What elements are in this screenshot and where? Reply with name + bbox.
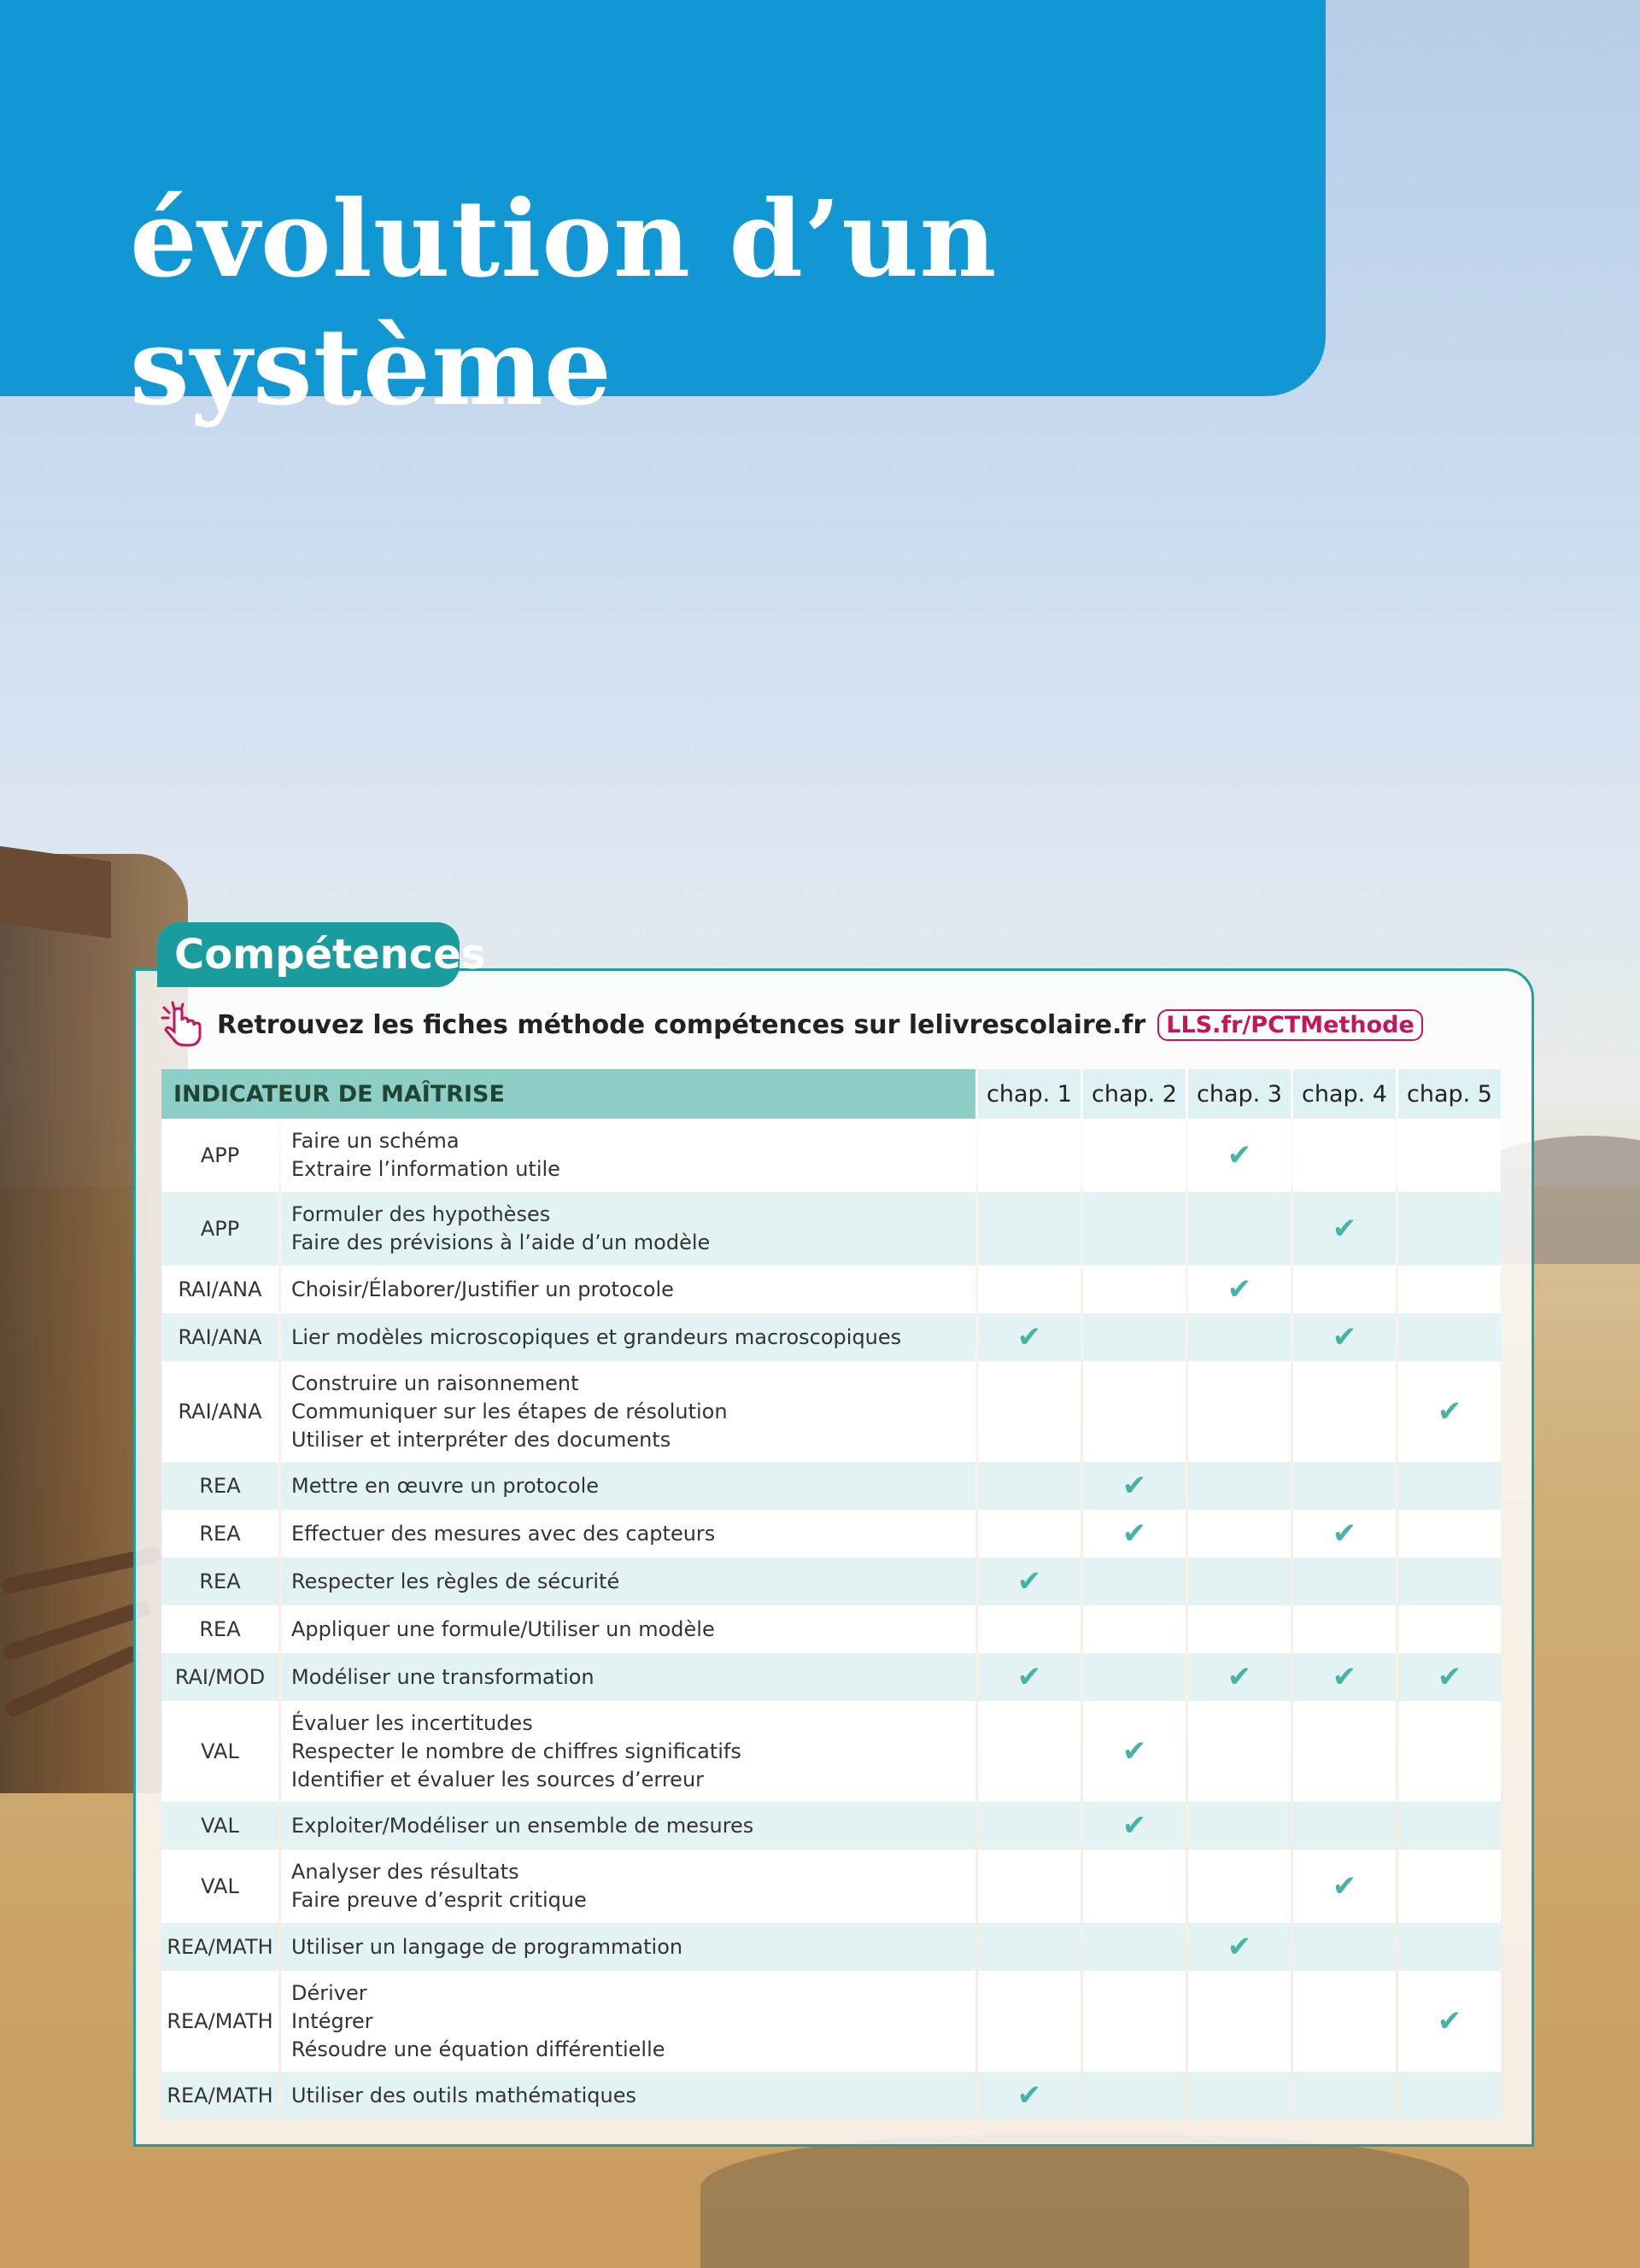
chap-1-cell xyxy=(978,1802,1081,1850)
chap-5-cell xyxy=(1398,1361,1501,1462)
check-icon: ✔ xyxy=(1332,1869,1357,1903)
competence-label xyxy=(281,1192,975,1266)
competence-label-line: Analyser des résultats xyxy=(291,1860,519,1884)
competence-code: VAL xyxy=(201,1814,239,1838)
competence-code: APP xyxy=(200,1217,240,1241)
competence-label xyxy=(281,1119,975,1192)
chap-3-cell xyxy=(1188,1971,1291,2072)
chap-2-cell xyxy=(1083,1923,1186,1971)
chap-2-cell xyxy=(1083,1701,1186,1802)
chap-2-cell xyxy=(1083,1605,1186,1653)
chap-2-cell xyxy=(1083,1192,1186,1266)
check-icon: ✔ xyxy=(1227,1930,1252,1964)
competence-label-line: Dériver xyxy=(291,1980,367,2005)
background-locomotive-roof xyxy=(0,846,111,938)
competence-code: REA xyxy=(199,1522,241,1546)
chap-5-cell xyxy=(1398,1850,1501,1923)
chap-1-cell xyxy=(978,1558,1081,1605)
chap-5-cell xyxy=(1398,1510,1501,1558)
competence-label xyxy=(281,1923,975,1971)
header-chap-3: chap. 3 xyxy=(1188,1069,1291,1119)
chap-2-cell xyxy=(1083,1361,1186,1462)
chap-4-cell xyxy=(1293,1923,1396,1971)
chap-2-cell xyxy=(1083,1119,1186,1192)
header-chap-2: chap. 2 xyxy=(1083,1069,1186,1119)
chap-5-cell xyxy=(1398,1313,1501,1361)
competence-code: APP xyxy=(200,1143,240,1167)
chap-1-cell xyxy=(978,1701,1081,1802)
check-icon: ✔ xyxy=(1227,1138,1252,1172)
chap-3-cell xyxy=(1188,1701,1291,1802)
chap-3-cell xyxy=(1188,1192,1291,1266)
competences-tab: Compétences xyxy=(157,922,460,987)
chap-4-cell xyxy=(1293,1850,1396,1923)
competence-code: RAI/MOD xyxy=(174,1665,266,1689)
competence-label-line: Respecter le nombre de chiffres significatifs xyxy=(291,1739,741,1763)
check-icon: ✔ xyxy=(1437,2004,1462,2038)
check-icon: ✔ xyxy=(1332,1320,1357,1354)
table-row xyxy=(161,1850,1501,1923)
table-row xyxy=(161,1266,1501,1313)
chap-1-cell xyxy=(978,1653,1081,1701)
competence-code: REA/MATH xyxy=(167,2084,273,2107)
check-icon: ✔ xyxy=(1016,1660,1042,1694)
chap-3-cell xyxy=(1188,1361,1291,1462)
page-title: évolution d’un système xyxy=(130,178,998,430)
chap-3-cell xyxy=(1188,1266,1291,1313)
competence-label-line: Extraire l’information utile xyxy=(291,1157,560,1181)
chap-4-cell xyxy=(1293,1653,1396,1701)
chap-3-cell xyxy=(1188,1605,1291,1653)
chap-1-cell xyxy=(978,1313,1081,1361)
chap-1-cell xyxy=(978,1462,1081,1510)
title-banner xyxy=(0,0,1326,430)
chap-5-cell xyxy=(1398,1971,1501,2072)
chap-1-cell xyxy=(978,1605,1081,1653)
competence-code: REA/MATH xyxy=(167,1935,273,1959)
chap-5-cell xyxy=(1398,1266,1501,1313)
competence-code: VAL xyxy=(201,1739,239,1763)
table-row xyxy=(161,1462,1501,1510)
competence-label-line: Exploiter/Modéliser un ensemble de mesures xyxy=(291,1813,754,1838)
chap-4-cell xyxy=(1293,1266,1396,1313)
competence-label xyxy=(281,1462,975,1510)
chap-3-cell xyxy=(1188,2072,1291,2119)
chap-1-cell xyxy=(978,1971,1081,2072)
competence-label-line: Utiliser un langage de programmation xyxy=(291,1934,683,1959)
table-row xyxy=(161,1802,1501,1850)
competence-label xyxy=(281,1605,975,1653)
chap-4-cell xyxy=(1293,1119,1396,1192)
chap-4-cell xyxy=(1293,2072,1396,2119)
chap-5-cell xyxy=(1398,1653,1501,1701)
competence-label-line: Respecter les règles de sécurité xyxy=(291,1569,620,1593)
table-row xyxy=(161,1971,1501,2072)
competence-label-line: Choisir/Élaborer/Justifier un protocole xyxy=(291,1277,674,1301)
check-icon: ✔ xyxy=(1332,1660,1357,1694)
table-row xyxy=(161,1361,1501,1462)
competence-label xyxy=(281,1653,975,1701)
chap-4-cell xyxy=(1293,1462,1396,1510)
chap-5-cell xyxy=(1398,1802,1501,1850)
check-icon: ✔ xyxy=(1122,1809,1147,1843)
competence-label xyxy=(281,2072,975,2119)
chap-4-cell xyxy=(1293,1701,1396,1802)
chap-5-cell xyxy=(1398,1558,1501,1605)
competence-label xyxy=(281,1361,975,1462)
competence-label xyxy=(281,1701,975,1802)
chap-5-cell xyxy=(1398,1923,1501,1971)
competence-code: REA xyxy=(199,1617,241,1641)
competence-label-line: Faire un schéma xyxy=(291,1129,460,1153)
chap-2-cell xyxy=(1083,1653,1186,1701)
chap-2-cell xyxy=(1083,1462,1186,1510)
chap-3-cell xyxy=(1188,1119,1291,1192)
table-row xyxy=(161,1701,1501,1802)
chap-2-cell xyxy=(1083,1510,1186,1558)
competence-label-line: Identifier et évaluer les sources d’erreur xyxy=(291,1767,705,1792)
competence-label xyxy=(281,1313,975,1361)
competence-code: RAI/ANA xyxy=(178,1400,262,1423)
check-icon: ✔ xyxy=(1437,1394,1462,1429)
chap-1-cell xyxy=(978,1266,1081,1313)
chap-1-cell xyxy=(978,1850,1081,1923)
chap-3-cell xyxy=(1188,1850,1291,1923)
competence-label-line: Modéliser une transformation xyxy=(291,1664,594,1689)
chap-2-cell xyxy=(1083,1971,1186,2072)
competence-label xyxy=(281,1510,975,1558)
competence-label-line: Lier modèles microscopiques et grandeurs macroscopiques xyxy=(291,1324,902,1349)
chap-4-cell xyxy=(1293,1313,1396,1361)
check-icon: ✔ xyxy=(1122,1469,1147,1503)
chap-5-cell xyxy=(1398,1119,1501,1192)
chap-3-cell xyxy=(1188,1653,1291,1701)
check-icon: ✔ xyxy=(1122,1734,1147,1768)
competence-label xyxy=(281,1802,975,1850)
header-chap-1: chap. 1 xyxy=(978,1069,1081,1119)
competence-label-line: Résoudre une équation différentielle xyxy=(291,2037,665,2061)
check-icon: ✔ xyxy=(1227,1660,1252,1694)
chap-3-cell xyxy=(1188,1313,1291,1361)
table-row xyxy=(161,1510,1501,1558)
chap-2-cell xyxy=(1083,1266,1186,1313)
competence-code: REA xyxy=(199,1474,241,1498)
chap-2-cell xyxy=(1083,2072,1186,2119)
table-row xyxy=(161,1119,1501,1192)
chap-4-cell xyxy=(1293,1802,1396,1850)
competence-label-line: Évaluer les incertitudes xyxy=(291,1710,533,1735)
competences-table-body xyxy=(161,1119,1501,2119)
competence-label-line: Appliquer une formule/Utiliser un modèle xyxy=(291,1616,715,1641)
method-link[interactable]: LLS.fr/PCTMethode xyxy=(1157,1009,1423,1041)
chap-4-cell xyxy=(1293,1558,1396,1605)
chap-3-cell xyxy=(1188,1923,1291,1971)
method-hint xyxy=(159,999,1423,1050)
chap-3-cell xyxy=(1188,1510,1291,1558)
competence-code: VAL xyxy=(201,1874,239,1898)
header-chap-4: chap. 4 xyxy=(1293,1069,1396,1119)
background-shadow xyxy=(700,2135,1469,2268)
chap-5-cell xyxy=(1398,1701,1501,1802)
chap-3-cell xyxy=(1188,1802,1291,1850)
competence-label-line: Formuler des hypothèses xyxy=(291,1202,551,1226)
chap-4-cell xyxy=(1293,1971,1396,2072)
chap-5-cell xyxy=(1398,1462,1501,1510)
check-icon: ✔ xyxy=(1227,1272,1252,1306)
competences-table xyxy=(159,1069,1503,2119)
competence-label xyxy=(281,1850,975,1923)
chap-2-cell xyxy=(1083,1850,1186,1923)
chap-4-cell xyxy=(1293,1361,1396,1462)
chap-2-cell xyxy=(1083,1802,1186,1850)
chap-3-cell xyxy=(1188,1462,1291,1510)
chap-2-cell xyxy=(1083,1558,1186,1605)
check-icon: ✔ xyxy=(1437,1660,1462,1694)
competence-label-line: Effectuer des mesures avec des capteurs xyxy=(291,1521,716,1546)
header-chap-5: chap. 5 xyxy=(1398,1069,1501,1119)
chap-5-cell xyxy=(1398,1192,1501,1266)
competence-label-line: Utiliser des outils mathématiques xyxy=(291,2083,637,2107)
table-row xyxy=(161,1605,1501,1653)
table-row xyxy=(161,1313,1501,1361)
check-icon: ✔ xyxy=(1122,1517,1147,1551)
competence-code: REA/MATH xyxy=(167,2009,273,2033)
table-row xyxy=(161,1923,1501,1971)
chap-1-cell xyxy=(978,1192,1081,1266)
table-row xyxy=(161,1192,1501,1266)
competence-label xyxy=(281,1971,975,2072)
competence-label-line: Mettre en œuvre un protocole xyxy=(291,1473,600,1498)
competence-code: RAI/ANA xyxy=(178,1325,262,1349)
table-row xyxy=(161,1653,1501,1701)
chap-1-cell xyxy=(978,2072,1081,2119)
competence-label xyxy=(281,1266,975,1313)
check-icon: ✔ xyxy=(1332,1212,1357,1246)
chap-1-cell xyxy=(978,1510,1081,1558)
competence-label-line: Utiliser et interpréter des documents xyxy=(291,1427,671,1452)
pointing-hand-icon xyxy=(159,999,210,1050)
chap-4-cell xyxy=(1293,1192,1396,1266)
competence-label-line: Faire preuve d’esprit critique xyxy=(291,1888,587,1912)
hint-text: Retrouvez les fiches méthode compétences sur lelivrescolaire.fr xyxy=(217,1009,1146,1040)
chap-1-cell xyxy=(978,1923,1081,1971)
chap-5-cell xyxy=(1398,2072,1501,2119)
chap-4-cell xyxy=(1293,1605,1396,1653)
table-row xyxy=(161,1558,1501,1605)
competence-code: RAI/ANA xyxy=(178,1277,262,1301)
chap-1-cell xyxy=(978,1361,1081,1462)
chap-4-cell xyxy=(1293,1510,1396,1558)
competence-label-line: Faire des prévisions à l’aide d’un modèle xyxy=(291,1230,711,1254)
chap-1-cell xyxy=(978,1119,1081,1192)
check-icon: ✔ xyxy=(1332,1517,1357,1551)
competence-label-line: Communiquer sur les étapes de résolution xyxy=(291,1399,728,1423)
competence-code: REA xyxy=(199,1569,241,1593)
chap-5-cell xyxy=(1398,1605,1501,1653)
chap-2-cell xyxy=(1083,1313,1186,1361)
competence-label xyxy=(281,1558,975,1605)
header-indicator: INDICATEUR DE MAÎTRISE xyxy=(161,1069,975,1119)
check-icon: ✔ xyxy=(1016,2078,1042,2113)
chap-3-cell xyxy=(1188,1558,1291,1605)
check-icon: ✔ xyxy=(1016,1320,1042,1354)
check-icon: ✔ xyxy=(1016,1564,1042,1599)
competence-label-line: Construire un raisonnement xyxy=(291,1371,579,1395)
table-header-row xyxy=(161,1069,1501,1119)
table-row xyxy=(161,2072,1501,2119)
competence-label-line: Intégrer xyxy=(291,2008,373,2033)
